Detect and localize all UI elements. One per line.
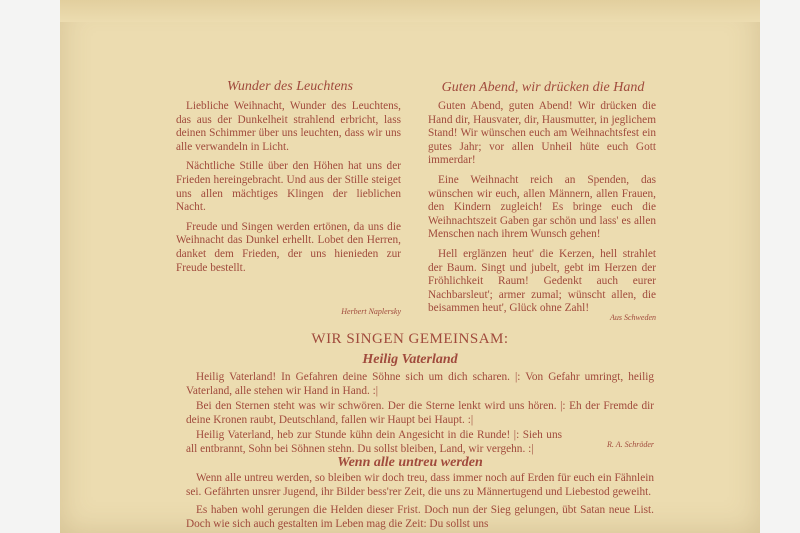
song1-author: R. A. Schröder — [607, 440, 654, 449]
left-poem-body — [176, 100, 401, 281]
right-poem-body — [428, 100, 656, 322]
left-poem-paragraph: Liebliche Weihnacht, Wunder des Leuchtens, das aus der Dunkelheit strahlend erbricht, lass deinen Schimmer über uns leuchten, dass wir uns alle verwandeln in Licht. — [176, 100, 401, 153]
right-poem-title: Guten Abend, wir drücken die Hand — [441, 80, 645, 95]
right-poem-paragraph: Hell erglänzen heut' die Kerzen, hell strahlet der Baum. Singt und jubelt, gebt im Herzen der Fröhlichkeit Raum! Gedenkt auch eurer Nachbarsleut'; armer zumal; wünscht allen, die beisammen heut', Glück ohne Zahl! — [428, 247, 656, 315]
left-poem-paragraph: Nächtliche Stille über den Höhen hat uns der Frieden hereingebracht. Und aus der Stille steiget uns allen mächtiges Klingen der lieblichen Nacht. — [176, 160, 401, 214]
left-poem-paragraph: Freude und Singen werden ertönen, da uns die Weihnacht das Dunkel erhellt. Lobet den Herren, danket dem Frieden, der uns hienieden zur Freude bestellt. — [176, 220, 401, 274]
song2-title: Wenn alle untreu werden — [337, 455, 483, 470]
song2-verse: Wenn alle untreu werden, so bleiben wir doch treu, dass immer noch auf Erden für euch ein Fähnlein sei. Gefährten unsrer Jugend, ihr Bilder bess'rer Zeit, die uns zu Männertugend und Liebestod geweiht. — [186, 472, 654, 498]
right-poem-paragraph: Eine Weihnacht reich an Spenden, das wünschen wir euch, allen Männern, allen Frauen, den Kindern zugleich! Es bringe euch die Weihnachtszeit Gaben gar schön und lass' es allen Menschen nach ihrem Wunsch gehen! — [428, 173, 656, 241]
song1-verse: Bei den Sternen steht was wir schwören. Der die Sterne lenkt wird uns hören. |: Eh der Fremde dir deine Kronen raubt, Deutschland, fallen wir Haupt bei Haupt. :| — [186, 400, 654, 426]
document-page — [60, 0, 760, 533]
song1-title: Heilig Vaterland — [362, 352, 458, 367]
right-poem-paragraph: Guten Abend, guten Abend! Wir drücken die Hand dir, Hausvater, dir, Hausmutter, in jeglichem Stand! Wir wünschen euch am Weihnachtsfest ein gutes Jahr; vor allen Unheil hüte euch Gott immerdar! — [428, 100, 656, 167]
song1-verse: Heilig Vaterland! In Gefahren deine Söhne sich um dich scharen. |: Von Gefahr umringt, heilig Vaterland, alle stehen wir Hand in Hand. :| — [186, 371, 654, 397]
section-heading: WIR SINGEN GEMEINSAM: — [311, 331, 509, 347]
song2-verse: Es haben wohl gerungen die Helden dieser Frist. Doch nun der Sieg gelungen, übt Satan neue List. Doch wie sich auch gestalten im Leben mag die Zeit: Du sollst uns — [186, 504, 654, 530]
song2-body — [186, 472, 654, 531]
left-poem-author: Herbert Naplersky — [341, 307, 401, 316]
song1-verse: Heilig Vaterland, heb zur Stunde kühn dein Angesicht in die Runde! |: Sieh uns all entbrannt, Sohn bei Söhnen stehn. Du sollst bleiben, Land, wir vergehn. :| — [186, 429, 562, 455]
right-poem-author: Aus Schweden — [610, 313, 656, 322]
left-poem-title: Wunder des Leuchtens — [227, 79, 353, 94]
